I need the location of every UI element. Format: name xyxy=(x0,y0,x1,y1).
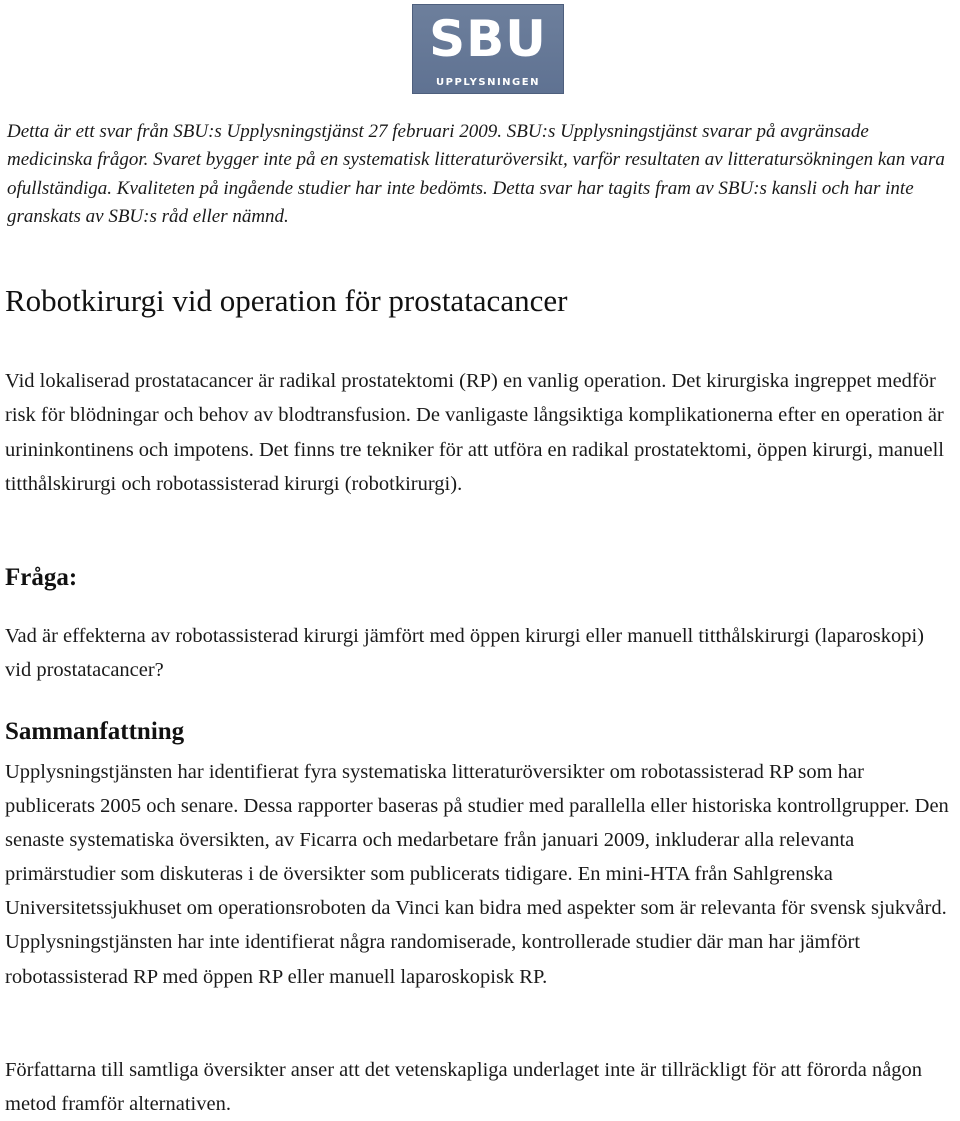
question-paragraph: Vad är effekterna av robotassisterad kirurgi jämfört med öppen kirurgi eller manuell titthålskirurgi (laparoskopi) vid prostatacancer? xyxy=(5,625,925,681)
summary-heading: Sammanfattning xyxy=(5,718,185,745)
logo-subtitle: UPPLYSNINGEN xyxy=(436,77,540,88)
logo-wordmark: SBU xyxy=(429,10,547,68)
disclaimer-text: Detta är ett svar från SBU:s Upplysningstjänst 27 februari 2009. SBU:s Upplysningstjänst svarar på avgränsade medicinska frågor. Svaret bygger inte på en systematisk litteraturöversikt, varför resultaten av litteratursökningen kan vara ofullständiga. Kvaliteten på ingående studier har inte bedömts. Detta svar har tagits fram av SBU:s kansli och har inte granskats av SBU:s råd eller nämnd. xyxy=(7,121,945,228)
summary-paragraph: Upplysningstjänsten har identifierat fyra systematiska litteraturöversikter om robotassisterad RP som har publicerats 2005 och senare. Dessa rapporter baseras på studier med parallella eller historiska kontrollgrupper. Den senaste systematiska översikten, av Ficarra och medarbetare från januari 2009, inkluderar alla relevanta primärstudier som diskuteras i de översikter som publicerats tidigare. En mini-HTA från Sahlgrenska Universitetssjukhuset om operationsroboten da Vinci kan bidra med aspekter som är relevanta för svensk sjukvård. Upplysningstjänsten har inte identifierat några randomiserade, kontrollerade studier där man har jämfört robotassisterad RP med öppen RP eller manuell laparoskopisk RP. xyxy=(5,761,949,988)
intro-paragraph: Vid lokaliserad prostatacancer är radikal prostatektomi (RP) en vanlig operation. Det kirurgiska ingreppet medför risk för blödningar och behov av blodtransfusion. De vanligaste långsiktiga komplikationerna efter en operation är urininkontinens och impotens. Det finns tre tekniker för att utföra en radikal prostatektomi, öppen kirurgi, manuell titthålskirurgi och robotassisterad kirurgi (robotkirurgi). xyxy=(5,370,944,495)
sbu-logo xyxy=(412,4,564,94)
document-title: Robotkirurgi vid operation för prostatacancer xyxy=(5,283,568,318)
question-heading: Fråga: xyxy=(5,564,78,591)
conclusion-paragraph: Författarna till samtliga översikter anser att det vetenskapliga underlaget inte är tillräckligt för att förorda någon metod framför alternativen. xyxy=(5,1059,923,1115)
